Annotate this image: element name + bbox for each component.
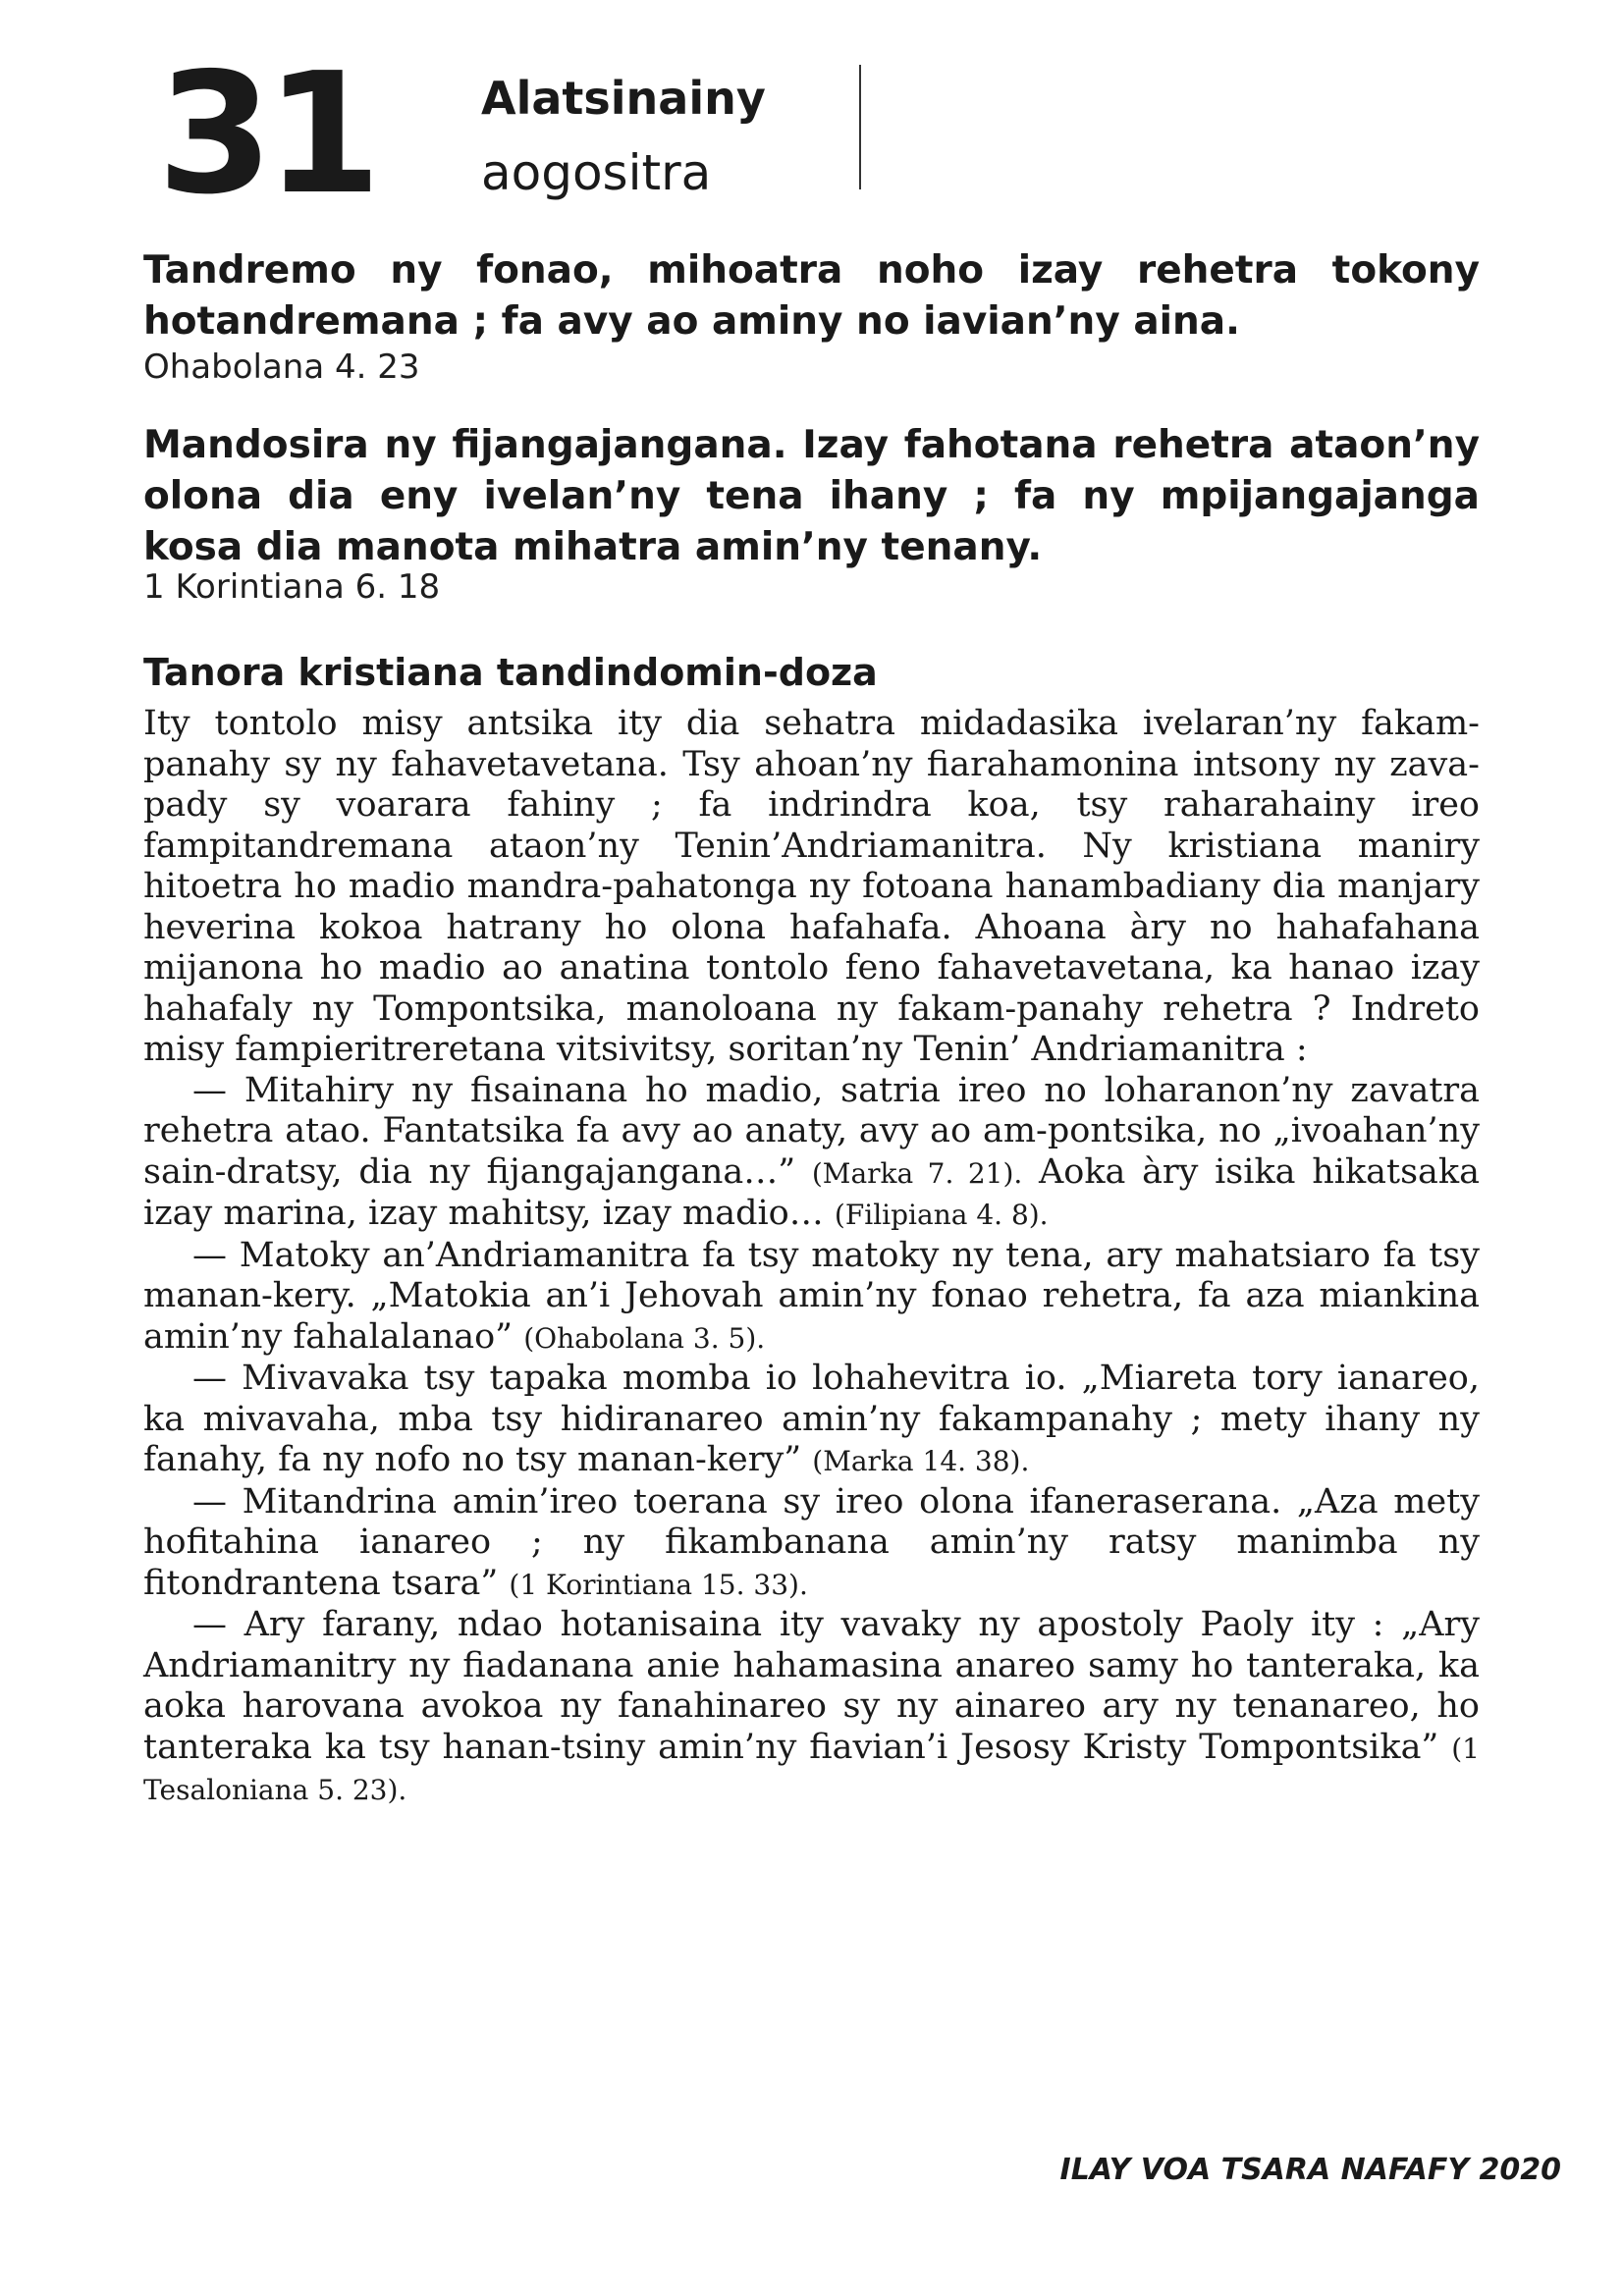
point-text: — Mitahiry ny fisainana ho madio, satria ireo no loharanon’ny zavatra rehetra atao. Fantatsika fa avy ao anaty, avy ao am-pontsika, no „ivoahan’ny sain-dratsy, dia ny fijangajangana…” [143,1070,1480,1192]
point-reference: (Ohabolana 3. 5). [523,1321,766,1355]
verse-text-2: Mandosira ny fijangajangana. Izay fahotana rehetra ataon’ny olona dia eny ivelan’ny tena ihany ; fa ny mpijangajanga kosa dia manota mihatra amin’ny tenany. [143,423,1480,569]
article-point-5 [143,1605,1480,1811]
header-divider [859,65,861,189]
article-point-2 [143,1236,1480,1360]
article-point-3 [143,1359,1480,1482]
point-text-continued: Aoka àry isika hikatsaka izay marina, izay mahitsy, izay madio… [143,1151,1480,1233]
article-heading: Tanora kristiana tandindomin-doza [143,651,878,694]
footer-title: ILAY VOA TSARA NAFAFY 2020 [1059,2153,1561,2187]
article-point-4 [143,1482,1480,1606]
point-text: — Ary farany, ndao hotanisaina ity vavaky ny apostoly Paoly ity : „Ary Andriamanitry ny fiadanana anie hahamasina anareo samy ho tanteraka, ka aoka harovana avokoa ny fanahinareo sy ny ainareo ary ny tenanareo, ho tanteraka ka tsy hanan-tsiny amin’ny fiavian’i Jesosy Kristy Tompontsika” [143,1605,1480,1767]
point-reference-2: (Filipiana 4. 8). [834,1199,1049,1231]
article-point-1 [143,1071,1480,1236]
verse-text-1: Tandremo ny fonao, mihoatra noho izay rehetra tokony hotandremana ; fa avy ao aminy no iavian’ny aina. [143,248,1480,344]
point-text: — Mitandrina amin’ireo toerana sy ireo olona ifaneraserana. „Aza mety hofitahina ianareo ; ny fikambanana amin’ny ratsy manimba ny fitondrantena tsara” [143,1481,1480,1603]
point-text: — Mivavaka tsy tapaka momba io lohahevitra io. „Miareta tory ianareo, ka mivavaha, mba tsy hidiranareo amin’ny fakampanahy ; mety ihany ny fanahy, fa ny nofo no tsy manan-kery” [143,1359,1480,1479]
month-label: aogositra [481,144,712,201]
point-reference: (Marka 14. 38). [812,1445,1030,1477]
article-intro: Ity tontolo misy antsika ity dia sehatra midadasika ivelaran’ny fakam-panahy sy ny fahavetavetana. Tsy ahoan’ny fiarahamonina intsony ny zava-pady sy voarara fahiny ; fa indrindra koa, tsy raharahainy ireo fampitandremana ataon’ny Tenin’Andriamanitra. Ny kristiana maniry hitoetra ho madio mandra-pahatonga ny fotoana hanambadiany dia manjary heverina kokoa hatrany ho olona hafahafa. Ahoana àry no hahafahana mijanona ho madio ao anatina tontolo feno fahavetavetana, ka hanao izay hahafaly ny Tompontsika, manoloana ny fakam-panahy rehetra ? Indreto misy fampieritreretana vitsivitsy, soritan’ny Tenin’ Andriamanitra : [143,704,1480,1069]
verse-reference-1: Ohabolana 4. 23 [143,347,420,387]
article-body [143,704,1480,1811]
point-reference: (Marka 7. 21). [811,1156,1023,1190]
day-number: 31 [157,37,374,232]
point-reference: (1 Korintiana 15. 33). [509,1568,808,1601]
point-reference: (1 Tesaloniana 5. 23). [143,1732,1480,1806]
point-text: — Matoky an’Andriamanitra fa tsy matoky ny tena, ary mahatsiaro fa tsy manan-kery. „Matokia an’i Jehovah amin’ny fonao rehetra, fa aza miankina amin’ny fahalalanao” [143,1235,1480,1357]
weekday-label: Alatsinainy [481,72,766,125]
verse-reference-2: 1 Korintiana 6. 18 [143,567,441,607]
